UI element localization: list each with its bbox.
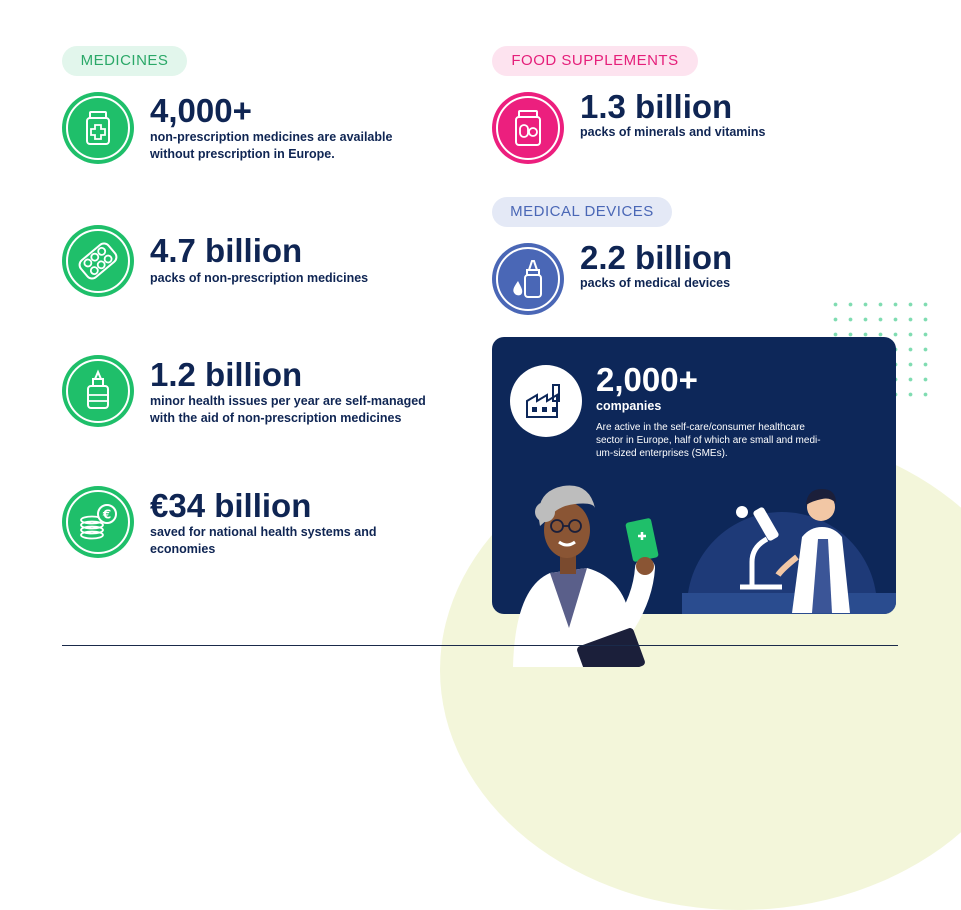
pill-blister-icon — [62, 225, 134, 297]
medical-devices-label: MEDICAL DEVICES — [492, 197, 672, 227]
euro-coins-icon — [62, 486, 134, 558]
dropper-bottle-icon — [62, 355, 134, 427]
food-supplements-label: FOOD SUPPLEMENTS — [492, 46, 698, 76]
stat-value-medical-devices: 2.2 billion — [580, 239, 733, 276]
stat-value-medicines-available: 4,000+ — [150, 92, 252, 129]
pharmacist-illustration — [505, 478, 680, 667]
scientist-illustration — [682, 457, 896, 614]
factory-icon — [510, 365, 582, 437]
stat-desc-health-issues: minor health issues per year are self-managed with the aid of non-prescription medicines — [150, 394, 426, 425]
medicine-bottle-icon — [62, 92, 134, 164]
stat-desc-packs-medicines: packs of non-prescription medicines — [150, 271, 369, 285]
stat-desc-supplements: packs of minerals and vitamins — [580, 125, 766, 139]
stat-value-savings: €34 billion — [150, 487, 312, 524]
companies-label: companies — [596, 399, 662, 413]
nasal-spray-icon — [492, 243, 564, 315]
stat-desc-medicines-available: non-prescription medicines are available without prescription in Europe. — [150, 130, 393, 161]
stat-desc-medical-devices: packs of medical devices — [580, 276, 731, 290]
stat-desc-savings: saved for national health systems and economies — [150, 525, 377, 556]
stat-value-companies: 2,000+ — [596, 361, 698, 398]
footer-divider — [62, 645, 898, 646]
stat-value-supplements: 1.3 billion — [580, 88, 733, 125]
companies-description: Are active in the self-care/consumer healthcare sector in Europe, half of which are small and medi- um-sized enterprises (SMEs). — [596, 422, 821, 459]
supplement-jar-icon — [492, 92, 564, 164]
stat-value-health-issues: 1.2 billion — [150, 356, 303, 393]
stat-value-packs-medicines: 4.7 billion — [150, 232, 303, 269]
medicines-label: MEDICINES — [62, 46, 187, 76]
svg-text:€: € — [102, 507, 112, 522]
